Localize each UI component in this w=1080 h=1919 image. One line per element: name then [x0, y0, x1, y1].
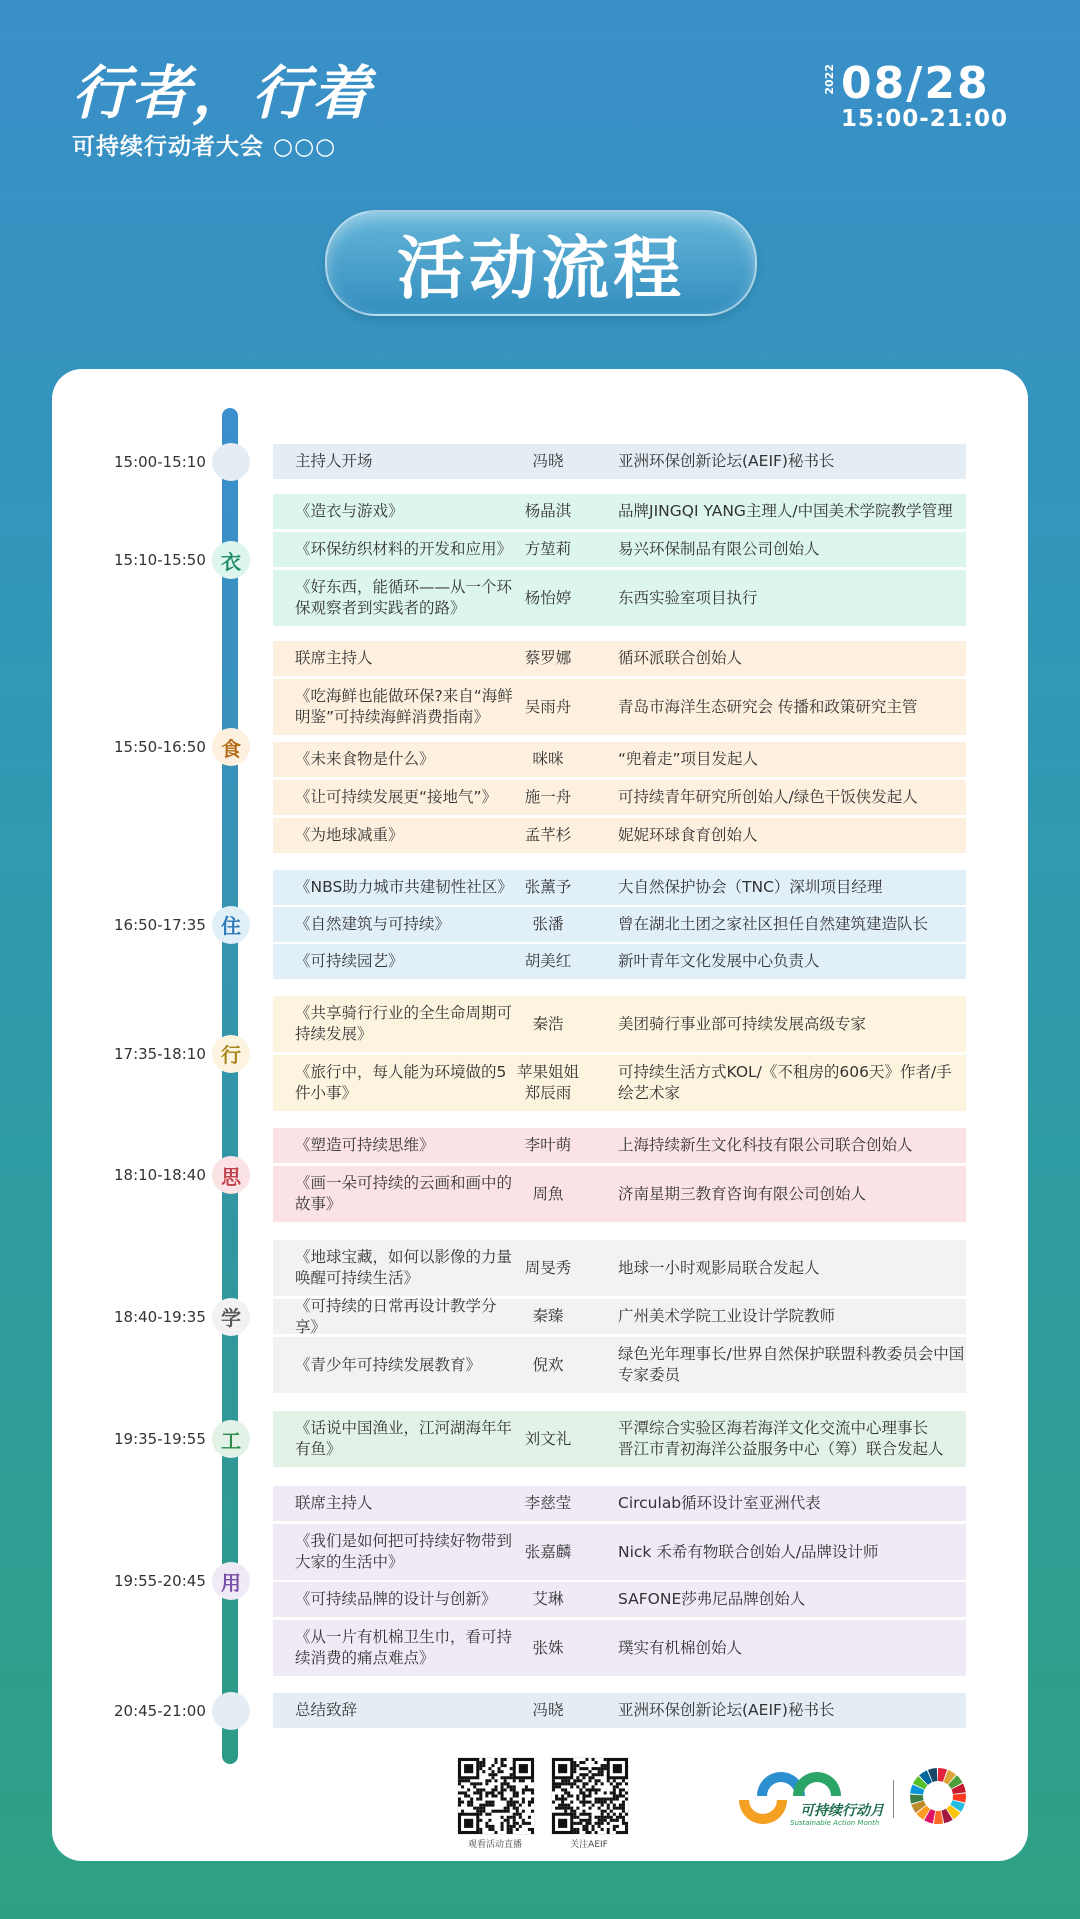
session-category-icon: 行 [212, 1035, 250, 1073]
brand-subtitle: 可持续行动者大会 ○○○ [72, 134, 337, 160]
speaker-role: 美团骑行事业部可持续发展高级专家 [618, 1014, 867, 1033]
event-month-day: 08/28 [841, 58, 990, 109]
page-title: 活动流程 [325, 210, 757, 316]
speaker-name: 冯晓 [532, 452, 564, 470]
talk-title: 《吃海鲜也能做环保?来自“海鲜明鉴”可持续海鲜消费指南》 [295, 687, 513, 726]
schedule-row [273, 444, 966, 479]
schedule-row [273, 1296, 966, 1336]
session-time: 20:45-21:00 [114, 1701, 206, 1720]
speaker-role: 东西实验室项目执行 [618, 588, 758, 607]
brand-title: 行者，行着 [72, 59, 373, 127]
session-category-icon: 工 [212, 1420, 250, 1458]
talk-title: 《可持续的日常再设计教学分享》 [295, 1296, 497, 1336]
speaker-name: 秦臻 [532, 1307, 564, 1325]
speaker-name: 李叶萌 [524, 1136, 572, 1154]
schedule-row [273, 1166, 966, 1222]
speaker-name: 孟芊杉 [524, 826, 572, 844]
session-category-icon: 衣 [212, 541, 250, 579]
schedule-row [273, 641, 966, 676]
schedule-row [273, 780, 966, 815]
session-time: 15:50-16:50 [114, 738, 206, 756]
speaker-name: 张薰予 [524, 878, 572, 896]
talk-title: 《自然建筑与可持续》 [295, 915, 451, 933]
logo-text: 可持续行动月 [800, 1803, 884, 1819]
speaker-name: 冯晓 [532, 1701, 564, 1719]
speaker-role: “兜着走”项目发起人 [618, 750, 759, 768]
talk-title: 《塑造可持续思维》 [295, 1136, 435, 1154]
timeline-dot [212, 1692, 250, 1730]
session-time: 17:35-18:10 [114, 1044, 206, 1063]
session-time: 15:10-15:50 [114, 551, 206, 569]
schedule-row [273, 996, 966, 1052]
speaker-role: SAFONE莎弗尼品牌创始人 [618, 1590, 806, 1608]
speaker-role: 易兴环保制品有限公司创始人 [618, 540, 820, 558]
session-time: 16:50-17:35 [114, 915, 206, 934]
speaker-role: 妮妮环球食育创始人 [618, 826, 758, 844]
speaker-role: 亚洲环保创新论坛(AEIF)秘书长 [618, 452, 835, 470]
speaker-role: 循环派联合创始人 [618, 649, 743, 667]
qr-code-aeif[interactable] [551, 1757, 629, 1835]
schedule-row [273, 870, 966, 905]
schedule-row [273, 679, 966, 735]
speaker-name: 秦浩 [532, 1014, 564, 1033]
schedule-row [273, 818, 966, 853]
schedule-row [273, 1240, 966, 1296]
session-category-icon: 思 [212, 1156, 250, 1194]
talk-title: 《可持续品牌的设计与创新》 [295, 1590, 497, 1608]
schedule-row [273, 494, 966, 529]
schedule-row [273, 1055, 966, 1111]
qr-code-live[interactable] [457, 1757, 535, 1835]
event-date [823, 58, 1008, 132]
speaker-name: 蔡罗娜 [524, 649, 572, 667]
logo-subtext: Sustainable Action Month [790, 1819, 880, 1827]
speaker-role: Nick 禾希有物联合创始人/品牌设计师 [618, 1542, 879, 1561]
speaker-name: 周魚 [532, 1184, 564, 1203]
talk-title: 《从一片有机棉卫生巾，看可持续消费的痛点难点》 [295, 1628, 513, 1667]
speaker-name: 艾琳 [532, 1590, 564, 1608]
speaker-role: 青岛市海洋生态研究会 传播和政策研究主管 [618, 697, 918, 716]
schedule-row [273, 944, 966, 979]
timeline-axis [222, 408, 238, 1764]
schedule-row [273, 1524, 966, 1580]
session-category-icon: 用 [212, 1562, 250, 1600]
talk-title: 《青少年可持续发展教育》 [295, 1355, 482, 1374]
brand-block [72, 60, 372, 161]
speaker-role: 平潭综合实验区海若海洋文化交流中心理事长 晋江市青初海洋公益服务中心（筹）联合发起人 [618, 1419, 944, 1458]
event-time: 15:00-21:00 [841, 106, 1008, 132]
speaker-name: 咪咪 [532, 750, 564, 768]
speaker-role: 曾在湖北土团之家社区担任自然建筑建造队长 [618, 915, 929, 933]
speaker-role: Circulab循环设计室亚洲代表 [618, 1494, 821, 1512]
talk-title: 《话说中国渔业，江河湖海年年有鱼》 [295, 1419, 513, 1458]
speaker-role: 上海持续新生文化科技有限公司联合创始人 [618, 1136, 913, 1154]
session-time: 18:10-18:40 [114, 1166, 206, 1184]
schedule-row [273, 1693, 966, 1728]
speaker-name: 杨怡婷 [524, 588, 572, 607]
qr-live-caption: 观看活动直播 [467, 1840, 522, 1850]
talk-title: 《让可持续发展更“接地气”》 [295, 788, 498, 806]
speaker-name: 周旻秀 [524, 1258, 572, 1277]
talk-title: 《我们是如何把可持续好物带到大家的生活中》 [295, 1532, 513, 1571]
session-category-icon: 学 [212, 1298, 250, 1336]
speaker-role: 地球一小时观影局联合发起人 [618, 1258, 820, 1277]
session-time: 19:55-20:45 [114, 1572, 206, 1590]
talk-title: 《环保纺织材料的开发和应用》 [295, 540, 513, 558]
speaker-name: 方堃莉 [524, 540, 572, 558]
session-category-icon: 住 [212, 906, 250, 944]
talk-title: 《旅行中，每人能为环境做的5件小事》 [295, 1063, 507, 1102]
talk-title: 《共享骑行行业的全生命周期可持续发展》 [295, 1004, 513, 1043]
talk-title: 联席主持人 [295, 1494, 373, 1512]
speaker-name: 杨晶淇 [524, 502, 572, 520]
talk-title: 《为地球减重》 [295, 826, 404, 844]
qr-aeif-caption: 关注AEIF [570, 1840, 608, 1850]
schedule-row [273, 1620, 966, 1676]
schedule-row [273, 570, 966, 626]
speaker-name: 吴雨舟 [524, 697, 572, 716]
speaker-name: 张潘 [532, 915, 564, 933]
sdg-wheel-icon [909, 1767, 967, 1825]
speaker-name: 倪欢 [532, 1355, 564, 1374]
speaker-role: 广州美术学院工业设计学院教师 [618, 1307, 836, 1325]
speaker-name: 胡美红 [524, 952, 572, 970]
speaker-role: 济南星期三教育咨询有限公司创始人 [618, 1184, 867, 1203]
speaker-role: 绿色光年理事长/世界自然保护联盟科教委员会中国专家委员 [618, 1345, 965, 1384]
speaker-name: 苹果姐姐 郑辰雨 [516, 1063, 579, 1102]
timeline-dot [212, 443, 250, 481]
talk-title: 《画一朵可持续的云画和画中的故事》 [295, 1174, 513, 1213]
speaker-name: 施一舟 [524, 788, 572, 806]
session-time: 19:35-19:55 [114, 1430, 206, 1448]
talk-title: 《地球宝藏，如何以影像的力量唤醒可持续生活》 [295, 1248, 513, 1287]
speaker-name: 刘文礼 [524, 1429, 572, 1448]
event-year: 2022 [823, 64, 837, 95]
talk-title: 《好东西，能循环——从一个环保观察者到实践者的路》 [295, 578, 513, 617]
talk-title: 《未来食物是什么》 [295, 750, 435, 768]
speaker-role: 大自然保护协会（TNC）深圳项目经理 [618, 878, 883, 896]
talk-title: 主持人开场 [295, 452, 373, 470]
speaker-name: 张姝 [532, 1638, 564, 1657]
talk-title: 总结致辞 [295, 1701, 358, 1719]
schedule-row [273, 1411, 966, 1467]
talk-title: 联席主持人 [295, 649, 373, 667]
talk-title: 《可持续园艺》 [295, 952, 404, 970]
session-time: 15:00-15:10 [114, 452, 206, 471]
schedule-row [273, 532, 966, 567]
schedule-row [273, 742, 966, 777]
speaker-name: 张嘉麟 [524, 1542, 572, 1561]
talk-title: 《NBS助力城市共建韧性社区》 [295, 878, 513, 896]
session-time: 18:40-19:35 [114, 1307, 206, 1326]
talk-title: 《造衣与游戏》 [295, 502, 404, 520]
schedule-row [273, 907, 966, 942]
schedule-row [273, 1582, 966, 1617]
speaker-role: 璞实有机棉创始人 [618, 1638, 743, 1657]
speaker-role: 可持续青年研究所创始人/绿色干饭侠发起人 [618, 788, 918, 806]
speaker-name: 李慈莹 [524, 1494, 572, 1512]
logo-divider [893, 1780, 894, 1818]
speaker-role: 品牌JINGQI YANG主理人/中国美术学院教学管理 [618, 502, 953, 520]
schedule-row [273, 1337, 966, 1393]
schedule-row [273, 1486, 966, 1521]
speaker-role: 可持续生活方式KOL/《不租房的606天》作者/手绘艺术家 [618, 1063, 952, 1102]
speaker-role: 新叶青年文化发展中心负责人 [618, 952, 820, 970]
session-category-icon: 食 [212, 728, 250, 766]
schedule-row [273, 1128, 966, 1163]
speaker-role: 亚洲环保创新论坛(AEIF)秘书长 [618, 1701, 835, 1719]
